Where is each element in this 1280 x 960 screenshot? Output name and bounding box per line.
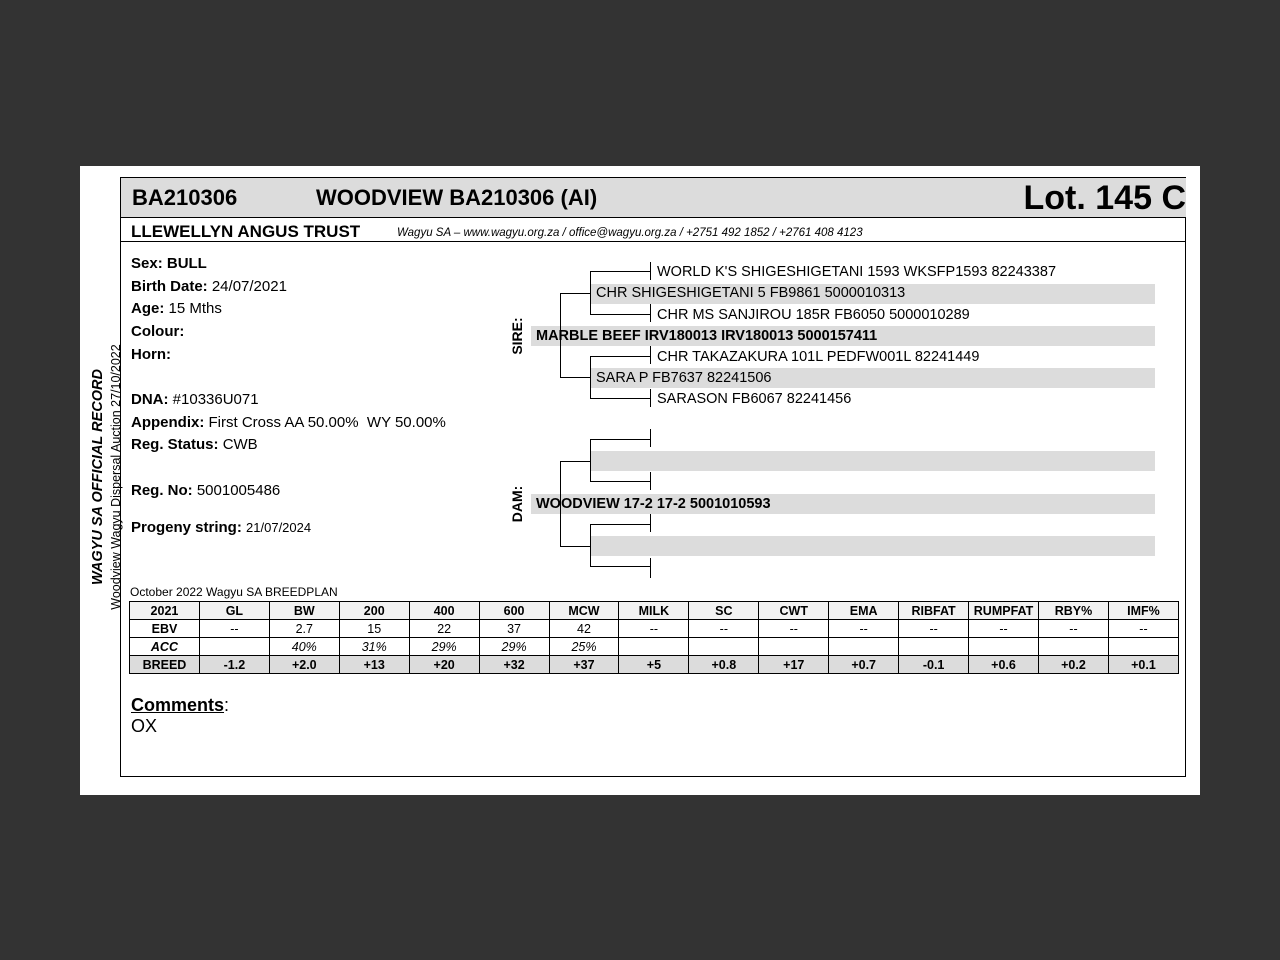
breedplan-cell: -- <box>1108 620 1178 638</box>
breedplan-header-cell: 400 <box>409 602 479 620</box>
breedplan-header-cell: 600 <box>479 602 549 620</box>
breedplan-cell: +0.1 <box>1108 656 1178 674</box>
status-row <box>131 436 258 453</box>
breedplan-row-acc <box>130 638 1179 656</box>
breedplan-cell: 15 <box>339 620 409 638</box>
sire-sire-name: CHR SHIGESHIGETANI 5 FB9861 5000010313 <box>596 285 906 301</box>
age-row <box>131 300 222 317</box>
colour-row <box>131 323 184 340</box>
breedplan-cell <box>899 638 969 656</box>
breedplan-header-cell: CWT <box>759 602 829 620</box>
dam-sire-band <box>591 451 1155 471</box>
breedplan-cell: -- <box>619 620 689 638</box>
regno-row <box>131 482 280 499</box>
owner-name: LLEWELLYN ANGUS TRUST <box>131 222 361 241</box>
birth-row <box>131 278 287 295</box>
status-value: CWB <box>222 436 258 453</box>
breedplan-header-cell: MCW <box>549 602 619 620</box>
sire-dam-name: SARA P FB7637 82241506 <box>596 370 772 386</box>
breedplan-header-row <box>130 602 1179 620</box>
breedplan-table <box>129 601 1179 674</box>
contact-line: Wagyu SA – www.wagyu.org.za / office@wagyu.org.za / +2751 492 1852 / +2761 408 4123 <box>397 227 863 239</box>
sire-dam-dam-name: SARASON FB6067 82241456 <box>657 391 852 407</box>
breedplan-cell: +0.2 <box>1038 656 1108 674</box>
age-label: Age: <box>131 300 165 317</box>
breedplan-header-cell: RIBFAT <box>899 602 969 620</box>
sire-sire-bracket-top <box>590 271 650 272</box>
auction-subtitle: Woodview Wagyu Dispersal Auction 27/10/2022 <box>109 344 123 610</box>
breedplan-row-label: EBV <box>130 620 200 638</box>
comments-label: Comments: <box>131 695 230 715</box>
breedplan-cell: +37 <box>549 656 619 674</box>
breedplan-header-cell: IMF% <box>1108 602 1178 620</box>
breedplan-cell: -- <box>829 620 899 638</box>
breedplan-row-label: ACC <box>130 638 200 656</box>
dam-dam-bracket-top <box>590 524 650 525</box>
breedplan-header-cell: RBY% <box>1038 602 1108 620</box>
breedplan-cell: -- <box>759 620 829 638</box>
dss-tick <box>650 429 651 447</box>
breedplan-cell: -- <box>969 620 1039 638</box>
breedplan-cell: 2.7 <box>269 620 339 638</box>
dds-tick <box>650 514 651 532</box>
ddd-tick <box>650 558 651 578</box>
sire-label: SIRE: <box>509 317 525 355</box>
horn-row <box>131 346 171 363</box>
breedplan-header-cell: GL <box>199 602 269 620</box>
breedplan-cell: 37 <box>479 620 549 638</box>
breedplan-header-cell: RUMPFAT <box>969 602 1039 620</box>
birth-value: 24/07/2021 <box>211 278 287 295</box>
breedplan-cell <box>619 638 689 656</box>
appendix-label: Appendix: <box>131 414 205 431</box>
comments-label-text: Comments <box>131 695 225 715</box>
breedplan-cell: -1.2 <box>199 656 269 674</box>
breedplan-cell <box>1038 638 1108 656</box>
colour-label: Colour: <box>131 323 185 340</box>
breedplan-cell: +32 <box>479 656 549 674</box>
dam-bracket-top <box>560 461 591 462</box>
sex-row <box>131 255 207 272</box>
dam-sire-bracket-top <box>590 439 650 440</box>
dam-dam-bracket <box>590 524 591 567</box>
sire-dam-bracket-bottom <box>590 398 650 399</box>
appendix-value: First Cross AA 50.00% WY 50.00% <box>208 414 446 431</box>
appendix-row <box>131 414 446 431</box>
dna-label: DNA: <box>131 391 169 408</box>
breedplan-cell: +0.6 <box>969 656 1039 674</box>
breedplan-cell: -- <box>689 620 759 638</box>
sire-name: MARBLE BEEF IRV180013 IRV180013 5000157411 <box>536 328 878 344</box>
breedplan-header-cell: MILK <box>619 602 689 620</box>
breedplan-cell: -0.1 <box>899 656 969 674</box>
sire-sire-bracket <box>590 271 591 315</box>
breedplan-cell: +13 <box>339 656 409 674</box>
breedplan-row-ebv <box>130 620 1179 638</box>
lot-number: Lot. 145 C <box>1023 179 1186 217</box>
sire-bracket-top <box>560 293 591 294</box>
dna-row <box>131 391 259 408</box>
breedplan-cell: 22 <box>409 620 479 638</box>
breedplan-cell: -- <box>1038 620 1108 638</box>
animal-id: BA210306 <box>132 185 238 210</box>
breedplan-row-label: BREED <box>130 656 200 674</box>
breedplan-cell: +0.7 <box>829 656 899 674</box>
breedplan-row-breed <box>130 656 1179 674</box>
breedplan-cell: +20 <box>409 656 479 674</box>
progeny-value: 21/07/2024 <box>246 520 312 535</box>
breedplan-cell: +0.8 <box>689 656 759 674</box>
breedplan-cell: 42 <box>549 620 619 638</box>
breedplan-cell: -- <box>199 620 269 638</box>
breedplan-cell <box>199 638 269 656</box>
breedplan-cell: 29% <box>409 638 479 656</box>
breedplan-cell: 25% <box>549 638 619 656</box>
breedplan-cell: 29% <box>479 638 549 656</box>
breedplan-cell <box>1108 638 1178 656</box>
horn-label: Horn: <box>131 346 171 363</box>
sdd-tick <box>650 389 651 407</box>
breedplan-title: October 2022 Wagyu SA BREEDPLAN <box>130 585 338 599</box>
sex-label: Sex: <box>131 255 163 272</box>
breedplan-header-cell: SC <box>689 602 759 620</box>
breedplan-cell: +17 <box>759 656 829 674</box>
breedplan-cell <box>969 638 1039 656</box>
ssd-tick <box>650 304 651 322</box>
comments-text: OX <box>131 716 158 736</box>
dam-dam-band <box>591 536 1155 556</box>
sire-sire-bracket-bottom <box>590 314 650 315</box>
regno-value: 5001005486 <box>196 482 281 499</box>
sire-dam-bracket-top <box>590 356 650 357</box>
dna-value: #10336U071 <box>172 391 259 408</box>
dam-name: WOODVIEW 17-2 17-2 5001010593 <box>536 496 771 512</box>
breedplan-cell <box>829 638 899 656</box>
dam-bracket-bottom <box>560 546 591 547</box>
breedplan-cell: +5 <box>619 656 689 674</box>
dam-sire-bracket-bottom <box>590 481 650 482</box>
sire-sire-dam-name: CHR MS SANJIROU 185R FB6050 5000010289 <box>657 307 970 323</box>
breedplan-header-cell: EMA <box>829 602 899 620</box>
sex-value: BULL <box>166 255 207 272</box>
regno-label: Reg. No: <box>131 482 193 499</box>
sss-tick <box>650 262 651 280</box>
breedplan-cell <box>689 638 759 656</box>
breedplan-cell: 31% <box>339 638 409 656</box>
breedplan-cell <box>759 638 829 656</box>
progeny-row <box>131 519 311 536</box>
breedplan-header-cell: 2021 <box>130 602 200 620</box>
sire-sire-sire-name: WORLD K'S SHIGESHIGETANI 1593 WKSFP1593 82243387 <box>657 264 1057 280</box>
sds-tick <box>650 346 651 364</box>
status-label: Reg. Status: <box>131 436 219 453</box>
dam-label: DAM: <box>509 485 525 523</box>
birth-label: Birth Date: <box>131 278 208 295</box>
breedplan-cell: -- <box>899 620 969 638</box>
breedplan-cell: 40% <box>269 638 339 656</box>
breedplan-header-cell: 200 <box>339 602 409 620</box>
breedplan-cell: +2.0 <box>269 656 339 674</box>
dam-dam-bracket-bottom <box>590 566 650 567</box>
dsd-tick <box>650 472 651 490</box>
progeny-label: Progeny string: <box>131 519 242 536</box>
age-value: 15 Mths <box>168 300 222 317</box>
official-record-title: WAGYU SA OFFICIAL RECORD <box>90 369 106 585</box>
breedplan-header-cell: BW <box>269 602 339 620</box>
animal-name: WOODVIEW BA210306 (AI) <box>316 185 598 210</box>
sire-dam-sire-name: CHR TAKAZAKURA 101L PEDFW001L 82241449 <box>657 349 980 365</box>
dam-sire-bracket <box>590 439 591 482</box>
sire-bracket-bottom <box>560 377 591 378</box>
sire-dam-bracket <box>590 356 591 399</box>
owner-divider <box>121 241 1186 242</box>
